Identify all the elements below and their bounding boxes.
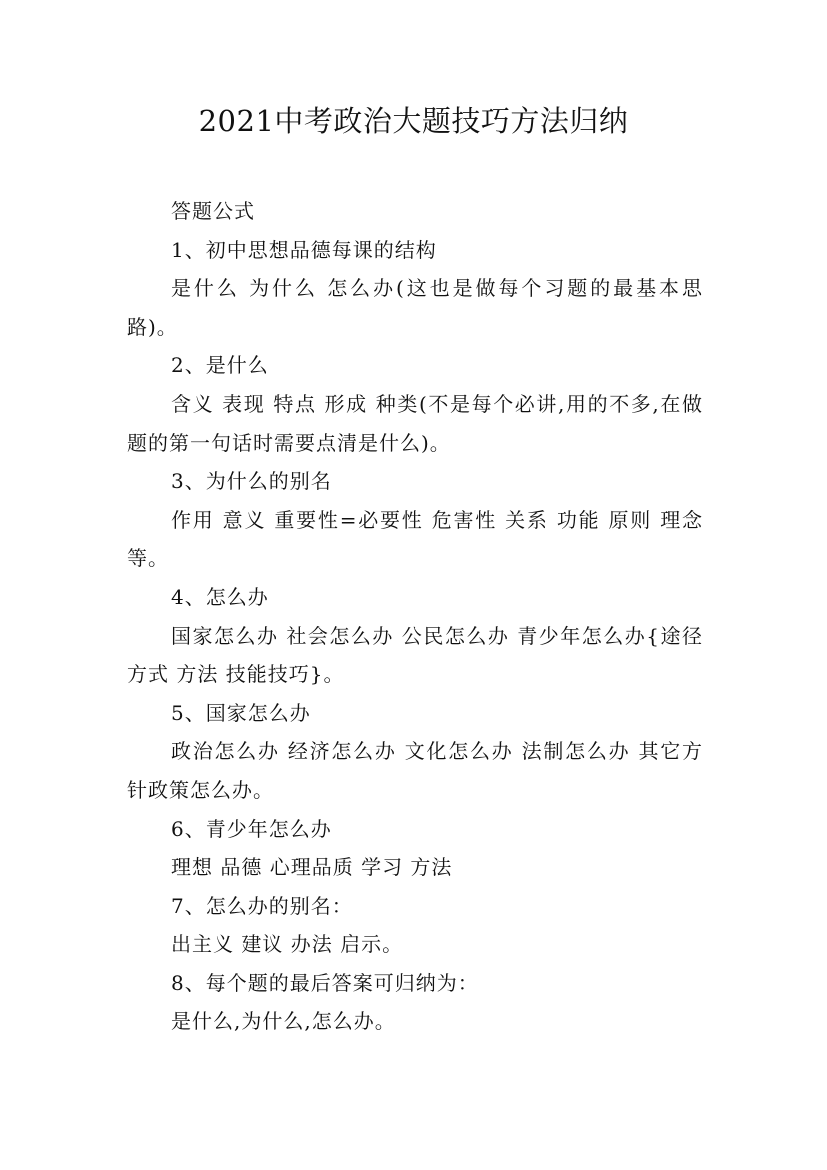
item-6-heading: 6、青少年怎么办 <box>171 816 332 841</box>
item-7-text: 出主义 建议 办法 启示。 <box>171 932 404 957</box>
item-3-heading: 3、为什么的别名 <box>171 469 332 494</box>
item-5-heading: 5、国家怎么办 <box>171 700 311 725</box>
document-body <box>127 192 703 1041</box>
section-heading-formula: 答题公式 <box>171 199 255 223</box>
item-2-text: 含义 表现 特点 形成 种类(不是每个必讲,用的不多,在做题的第一句话时需要点清是什么)。 <box>127 391 703 455</box>
item-5-text: 政治怎么办 经济怎么办 文化怎么办 法制怎么办 其它方针政策怎么办。 <box>127 739 703 802</box>
item-6-text: 理想 品德 心理品质 学习 方法 <box>171 855 453 880</box>
item-1-heading: 1、初中思想品德每课的结构 <box>171 237 437 262</box>
document-title: 2021中考政治大题技巧方法归纳 <box>198 104 629 138</box>
item-8-text: 是什么,为什么,怎么办。 <box>171 1009 396 1034</box>
item-7-heading: 7、怎么办的别名： <box>171 893 353 918</box>
item-4-text: 国家怎么办 社会怎么办 公民怎么办 青少年怎么办{途径 方式 方法 技能技巧}。 <box>127 623 703 687</box>
item-4-heading: 4、怎么办 <box>171 584 269 609</box>
item-3-text: 作用 意义 重要性=必要性 危害性 关系 功能 原则 理念等。 <box>127 507 703 571</box>
item-8-heading: 8、每个题的最后答案可归纳为： <box>171 970 479 995</box>
item-2-heading: 2、是什么 <box>171 353 269 378</box>
item-1-text: 是什么 为什么 怎么办(这也是做每个习题的最基本思路)。 <box>127 276 703 339</box>
